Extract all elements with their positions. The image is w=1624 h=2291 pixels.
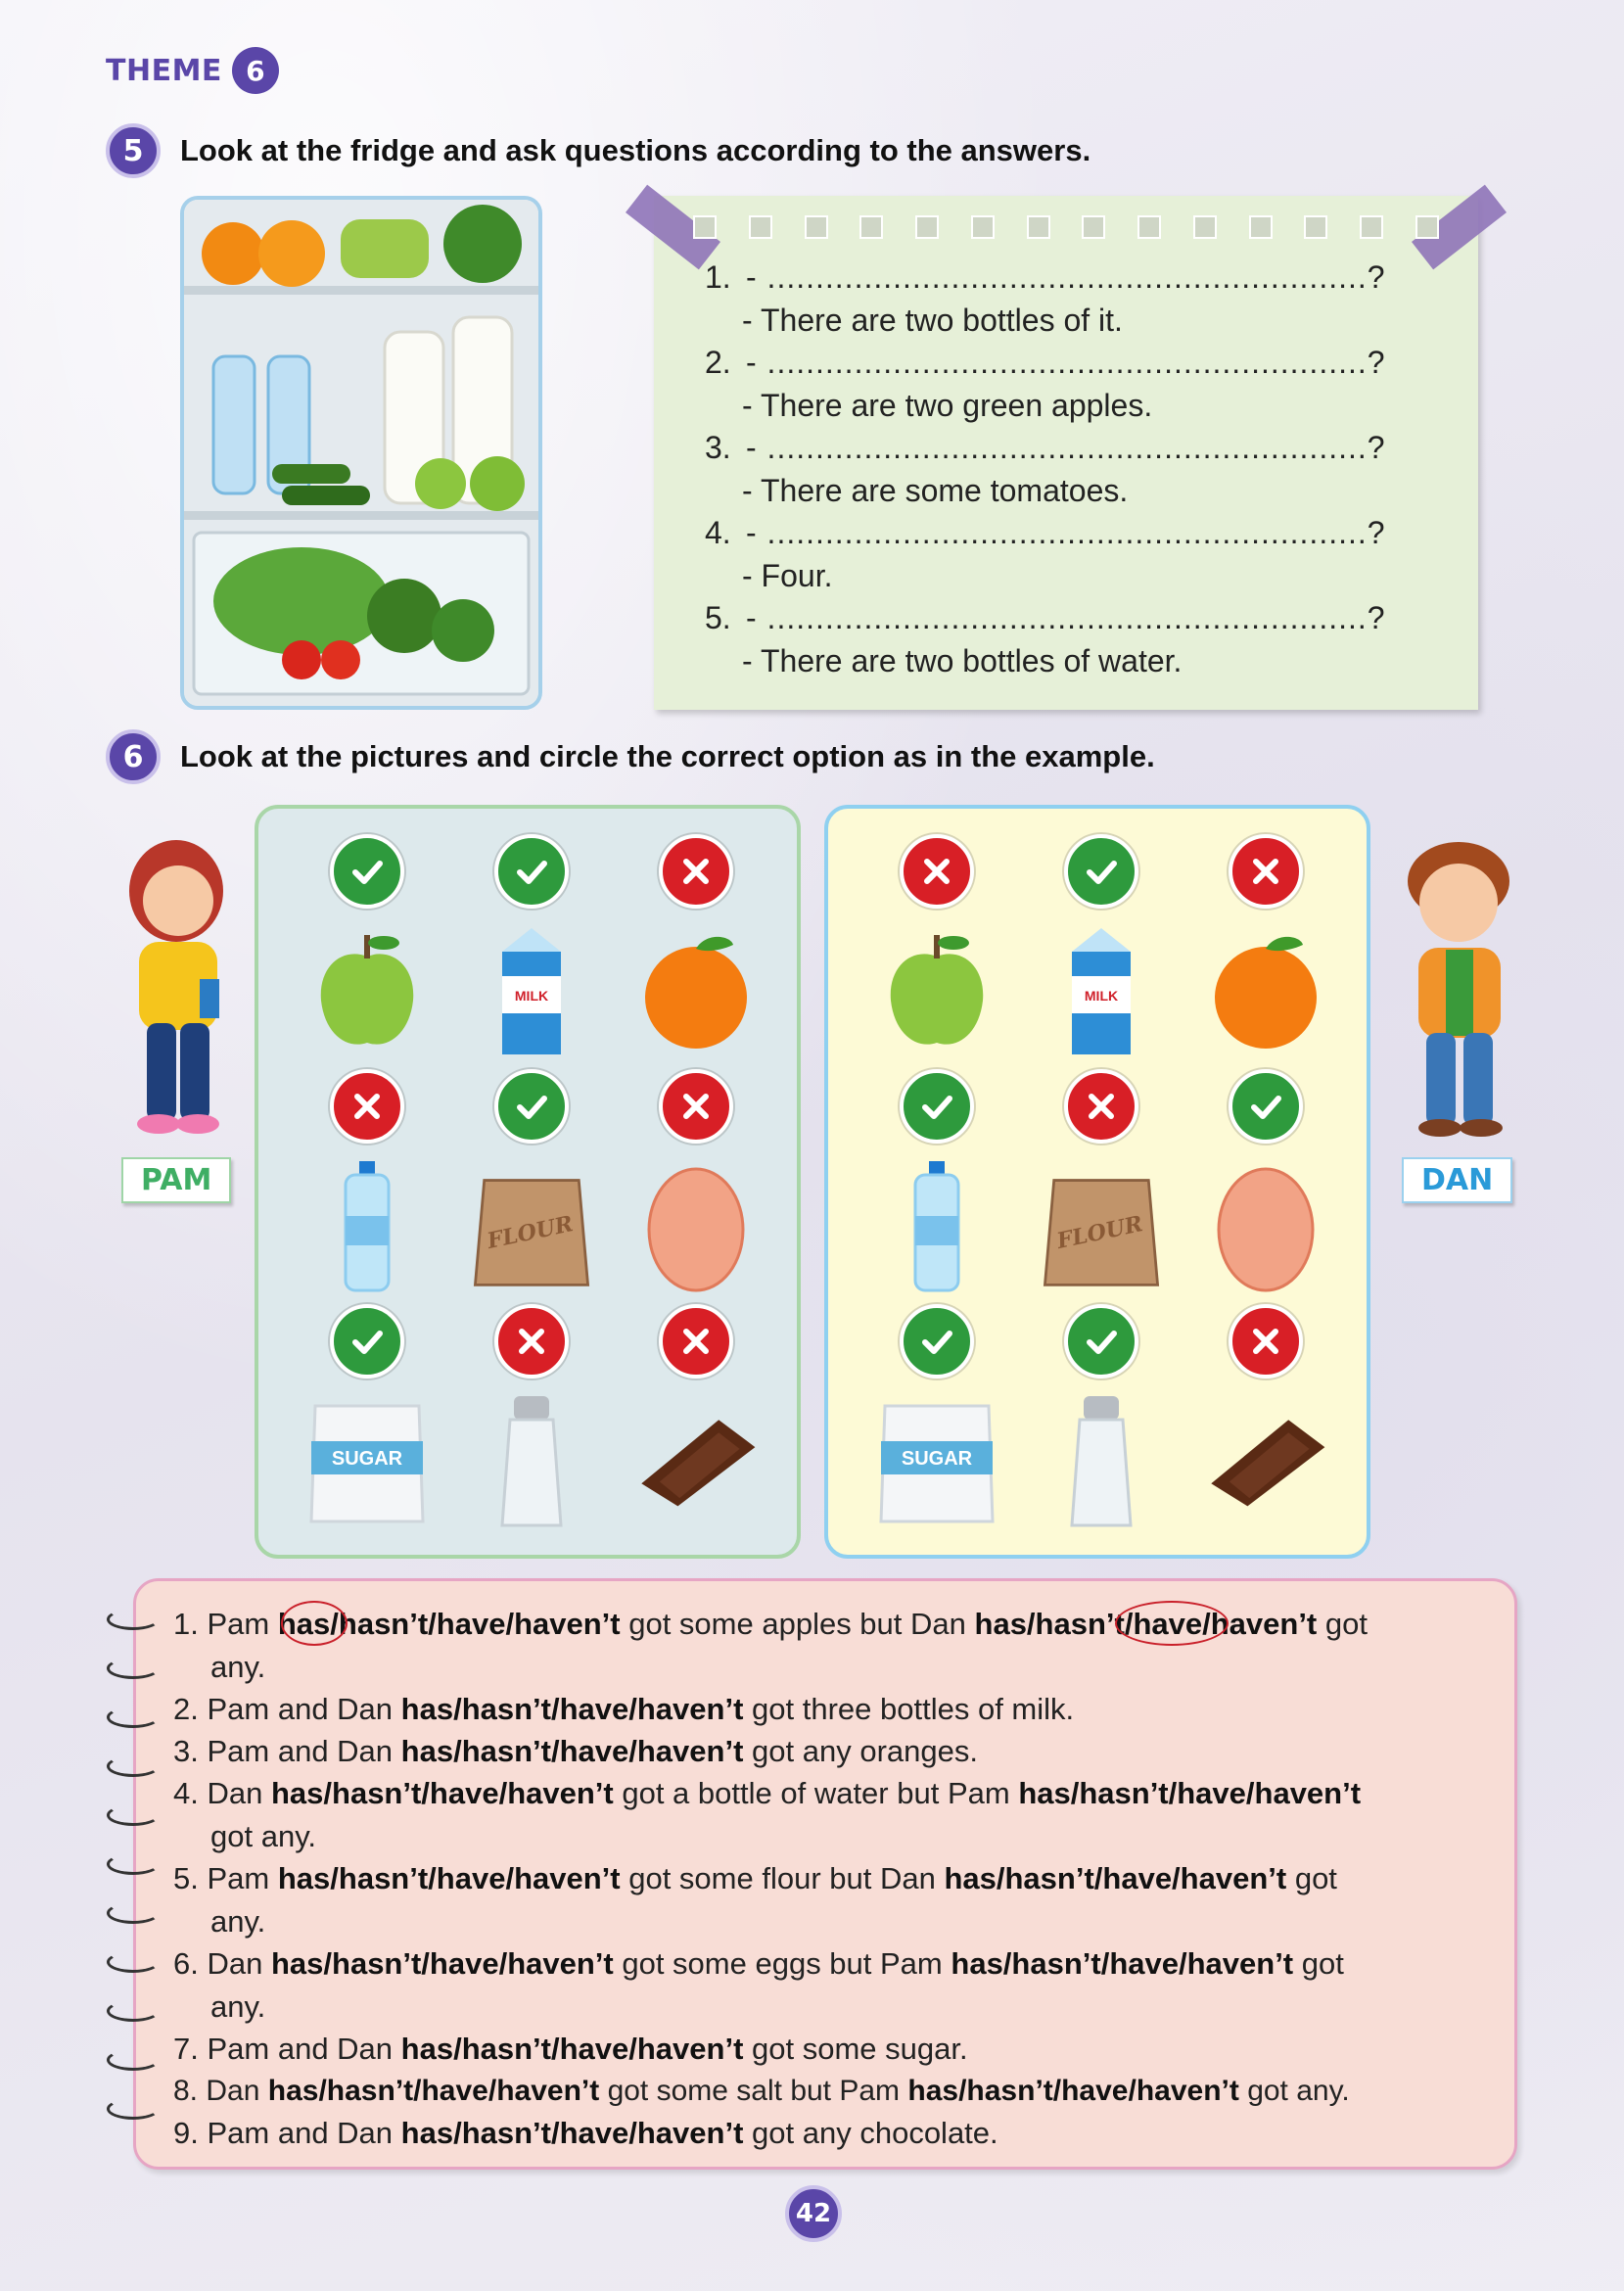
item-cell-flour: [1019, 1069, 1183, 1304]
option-choices[interactable]: has/hasn’t/have/haven’t: [907, 2075, 1239, 2107]
check-icon: [1064, 834, 1138, 909]
option-choices[interactable]: has/hasn’t/have/haven’t: [270, 1946, 614, 1981]
pam-character: [108, 832, 245, 1149]
orange-icon: [632, 922, 760, 1059]
cross-icon: [659, 1069, 733, 1144]
cross-icon: [659, 834, 733, 909]
sugar-icon: [303, 1392, 431, 1529]
apple-icon: [873, 922, 1000, 1059]
option-choices[interactable]: has/hasn’t/have/haven’t: [400, 2116, 744, 2150]
dan-name-tag: DAN: [1402, 1157, 1512, 1203]
chocolate-icon: [1202, 1392, 1329, 1529]
egg-icon: [632, 1157, 760, 1294]
answer-line: - There are two green apples.: [742, 387, 1153, 423]
check-icon: [900, 1069, 974, 1144]
sentence-8: 8. Dan has/hasn’t/have/haven’t got some salt but Pam has/hasn’t/have/haven’t got any.: [173, 2075, 1350, 2107]
question-line[interactable]: 3. - ..............................................................?: [705, 430, 1386, 465]
theme-number-badge: 6: [232, 47, 279, 94]
sugar-icon: [873, 1392, 1000, 1529]
item-cell-apple: [855, 834, 1019, 1069]
cross-icon: [900, 834, 974, 909]
exercise-6-heading: [106, 729, 1155, 784]
option-choices[interactable]: has/hasn’t/have/haven’t: [400, 1692, 744, 1726]
cross-icon: [659, 1304, 733, 1379]
flour-icon: [468, 1157, 595, 1294]
item-cell-salt: [1019, 1304, 1183, 1539]
theme-label: THEME: [106, 53, 222, 88]
option-choices[interactable]: has/hasn’t/have/haven’t: [270, 1776, 614, 1810]
pam-panel: [255, 805, 801, 1559]
salt-icon: [1038, 1392, 1165, 1529]
sentence-6: 6. Dan has/hasn’t/have/haven’t got some eggs but Pam has/hasn’t/have/haven’t got any.: [173, 1946, 1344, 2024]
item-cell-chocolate: [614, 1304, 778, 1539]
pam-item-grid: [258, 809, 797, 1555]
item-cell-chocolate: [1183, 1304, 1348, 1539]
check-icon: [1229, 1069, 1303, 1144]
option-choices[interactable]: has/hasn’t/have/haven’t: [400, 2032, 744, 2066]
question-line[interactable]: 5. - ..............................................................?: [705, 600, 1386, 635]
option-choices[interactable]: has/hasn’t/have/haven’t: [1018, 1776, 1362, 1810]
svg-text:MILK: MILK: [1084, 988, 1119, 1004]
option-choices[interactable]: has/hasn’t/have/haven’t: [277, 1861, 621, 1895]
sentence-2: 2. Pam and Dan has/hasn’t/have/haven’t got three bottles of milk.: [173, 1692, 1075, 1726]
page-number: 42: [785, 2185, 842, 2242]
check-icon: [330, 834, 404, 909]
item-cell-salt: [449, 1304, 614, 1539]
sentence-box: [133, 1578, 1517, 2170]
pam-name-tag: PAM: [121, 1157, 231, 1203]
dan-item-grid: [828, 809, 1367, 1555]
milk-icon: [468, 922, 595, 1059]
item-cell-milk: [449, 834, 614, 1069]
theme-header: [106, 47, 279, 94]
exercise-number-badge: 6: [106, 729, 161, 784]
binder-holes: [693, 215, 1439, 239]
water-icon: [873, 1157, 1000, 1294]
item-cell-egg: [1183, 1069, 1348, 1304]
svg-text:MILK: MILK: [514, 988, 549, 1004]
option-choices[interactable]: has/hasn’t/have/haven’t: [974, 1607, 1318, 1641]
water-icon: [303, 1157, 431, 1294]
exercise-5-heading: [106, 123, 1090, 178]
sentence-5: 5. Pam has/hasn’t/have/haven’t got some flour but Dan has/hasn’t/have/haven’t got any.: [173, 1861, 1337, 1939]
check-icon: [494, 1069, 569, 1144]
item-cell-milk: [1019, 834, 1183, 1069]
option-choices[interactable]: has/hasn’t/have/haven’t: [944, 1861, 1287, 1895]
check-icon: [330, 1304, 404, 1379]
svg-text:SUGAR: SUGAR: [331, 1448, 403, 1470]
salt-icon: [468, 1392, 595, 1529]
example-circle-hasnt: [1115, 1601, 1229, 1646]
question-line[interactable]: 1. - ..............................................................?: [705, 259, 1386, 295]
exercise-instruction: Look at the pictures and circle the correct option as in the example.: [180, 739, 1155, 773]
cross-icon: [330, 1069, 404, 1144]
answer-line: - Four.: [742, 557, 833, 593]
answer-line: - There are two bottles of water.: [742, 642, 1183, 678]
chocolate-icon: [632, 1392, 760, 1529]
question-list: [705, 257, 1390, 682]
cross-icon: [1229, 1304, 1303, 1379]
svg-text:FLOUR: FLOUR: [1054, 1211, 1145, 1255]
option-choices[interactable]: has/hasn’t/have/haven’t: [400, 1734, 744, 1768]
check-icon: [1064, 1304, 1138, 1379]
option-choices[interactable]: has/hasn’t/have/haven’t: [267, 2075, 600, 2107]
fridge-image: [180, 196, 542, 710]
dan-panel: [824, 805, 1370, 1559]
sentence-7: 7. Pam and Dan has/hasn’t/have/haven’t got some sugar.: [173, 2032, 968, 2066]
item-cell-sugar: [855, 1304, 1019, 1539]
option-choices[interactable]: has/hasn’t/have/haven’t: [277, 1607, 621, 1641]
item-cell-sugar: [285, 1304, 449, 1539]
orange-icon: [1202, 922, 1329, 1059]
answer-line: - There are two bottles of it.: [742, 302, 1123, 338]
cross-icon: [494, 1304, 569, 1379]
item-cell-orange: [1183, 834, 1348, 1069]
cross-icon: [1064, 1069, 1138, 1144]
fridge-contents: [184, 200, 538, 706]
item-cell-egg: [614, 1069, 778, 1304]
answer-notepaper: [654, 196, 1478, 710]
question-line[interactable]: 2. - ..............................................................?: [705, 345, 1386, 380]
svg-text:SUGAR: SUGAR: [901, 1448, 973, 1470]
exercise-number-badge: 5: [106, 123, 161, 178]
answer-line: - There are some tomatoes.: [742, 472, 1129, 508]
check-icon: [494, 834, 569, 909]
option-choices[interactable]: has/hasn’t/have/haven’t: [951, 1946, 1294, 1981]
egg-icon: [1202, 1157, 1329, 1294]
dan-character: [1385, 832, 1532, 1149]
sentence-1: 1. Pam has/hasn’t/have/haven’t got some apples but Dan has/hasn’t/have/haven’t got any.: [173, 1607, 1368, 1684]
item-cell-orange: [614, 834, 778, 1069]
apple-icon: [303, 922, 431, 1059]
flour-icon: [1038, 1157, 1165, 1294]
item-cell-water: [285, 1069, 449, 1304]
cross-icon: [1229, 834, 1303, 909]
svg-text:FLOUR: FLOUR: [485, 1211, 576, 1255]
example-circle-has: [281, 1601, 348, 1646]
check-icon: [900, 1304, 974, 1379]
milk-icon: [1038, 922, 1165, 1059]
sentence-9: 9. Pam and Dan has/hasn’t/have/haven’t got any chocolate.: [173, 2116, 998, 2150]
item-cell-apple: [285, 834, 449, 1069]
sentence-3: 3. Pam and Dan has/hasn’t/have/haven’t got any oranges.: [173, 1734, 978, 1768]
question-line[interactable]: 4. - ..............................................................?: [705, 515, 1386, 550]
exercise-instruction: Look at the fridge and ask questions according to the answers.: [180, 133, 1091, 167]
item-cell-water: [855, 1069, 1019, 1304]
sentence-4: 4. Dan has/hasn’t/have/haven’t got a bottle of water but Pam has/hasn’t/have/haven’t got any.: [173, 1776, 1362, 1853]
item-cell-flour: [449, 1069, 614, 1304]
